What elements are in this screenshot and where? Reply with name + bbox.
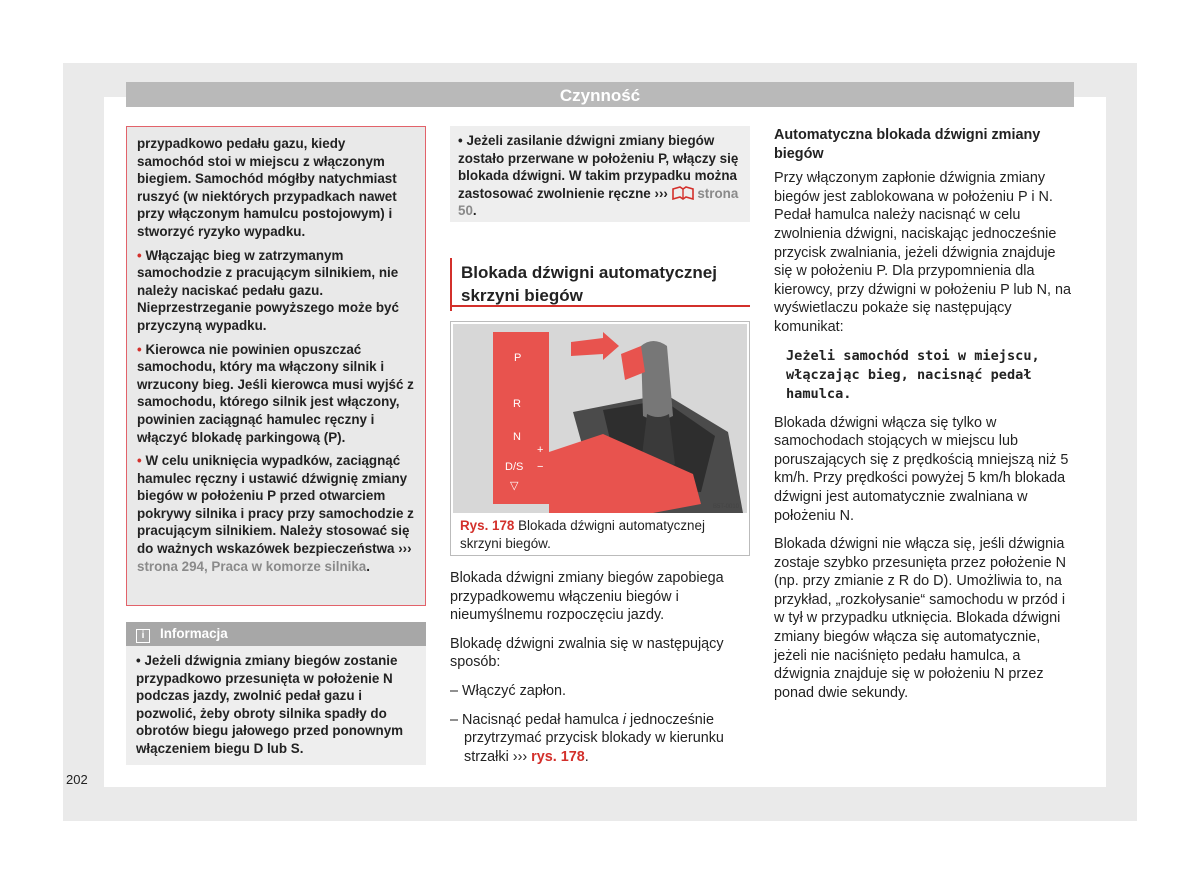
gear-selector-illustration <box>453 324 747 513</box>
paragraph: Blokada dźwigni zmiany biegów zapobiega przypadkowemu włączeniu biegów i nieumyślnemu rozpoczęciu jazdy. <box>450 570 724 624</box>
gear-label-n: N <box>513 431 521 443</box>
cross-reference-link[interactable]: strona 50 <box>458 185 739 219</box>
paragraph: Przy włączonym zapłonie dźwignia zmiany biegów jest zablokowana w położeniu P i N. Pedał hamulca należy nacisnąć w celu zwolnienia dźwigni, naciskając jednocześnie przycisk zwalniania, jeżeli dźwignia znajduje się w położeniu P. Dla przypomnienia dla kierowcy, przy dźwigni w położeniu P lub N, na wyświetlaczu pokaże się następujący komunikat: <box>774 170 1072 335</box>
chapter-header: Czynność <box>126 82 1074 107</box>
cross-reference-link[interactable]: strona 294, Praca w komorze silnika <box>137 558 367 574</box>
display-message: Jeżeli samochód stoi w miejscu, włączając bieg, nacisnąć pedał hamulca. <box>786 347 1040 402</box>
warning-bullet-text: W celu uniknięcia wypadków, zaciągnąć hamulec ręczny i ustawić dźwignię zmiany biegów w położeniu P przed otwarciem pokrywy silnika i pracy przy samochodzie z pracującym silnikiem. Należy stosować się do ważnych wskazówek bezpieczeństwa <box>137 453 414 557</box>
note-box <box>450 126 750 222</box>
info-icon: i <box>136 629 150 643</box>
step-1: – Włączyć zapłon. <box>450 682 566 699</box>
bullet-mark: • <box>137 341 142 357</box>
info-text: Jeżeli dźwignia zmiany biegów zostanie przypadkowo przesunięta w położenie N podczas jazdy, zwolnić pedał gazu i pozwolić, żeby obroty silnika spadły do obrotów biegu jałowego przed ponownym włączeniem biegu D lub S. <box>136 653 404 756</box>
figure-caption <box>460 517 740 552</box>
gear-label-p: P <box>514 352 522 364</box>
bullet-mark: • <box>137 247 142 263</box>
bullet-mark: • <box>136 653 141 668</box>
info-header <box>126 622 426 646</box>
figure-reference-link[interactable]: rys. 178 <box>531 748 585 765</box>
note-text: Jeżeli zasilanie dźwigni zmiany biegów zostało przerwane w położeniu P, włączy się blokada dźwigni. W takim przypadku można zastosować zwolnienie ręczne <box>458 133 739 201</box>
ref-arrows: ››› <box>654 185 668 201</box>
warning-bullet-text: Włączając bieg w zatrzymanym samochodzie z pracującym silnikiem, nie należy naciskać pedału gazu. Nieprzestrzeganie powyższego może być przyczyną wypadku. <box>137 247 399 333</box>
figure-code: B5T-0010 <box>713 504 740 510</box>
gear-label-down: ▽ <box>510 480 519 492</box>
ref-arrows: ››› <box>512 748 528 765</box>
sentence-end: . <box>584 748 589 765</box>
section-rule <box>450 305 750 307</box>
figure-caption-text: Blokada dźwigni automatycznej skrzyni biegów. <box>460 518 705 551</box>
italic-word: i <box>622 711 626 728</box>
bullet-mark: • <box>137 453 142 469</box>
step-text: – Nacisnąć pedał hamulca <box>450 711 619 728</box>
figure-label: Rys. 178 <box>460 518 515 533</box>
step-text: jednocześnie przytrzymać przycisk blokady w kierunku strzałki <box>464 711 724 765</box>
info-box <box>126 622 426 765</box>
subsection-heading: Automatyczna blokada dźwigni zmiany biegów <box>774 127 1041 162</box>
warning-paragraph: przypadkowo pedału gazu, kiedy samochód stoi w miejscu z włączonym biegiem. Samochód mógłby natychmiast ruszyć (w niektórych przypadkach nawet przy włączonym hamulcu postojowym) i stworzyć ryzyko wypadku. <box>137 136 397 239</box>
warning-bullet-2 <box>137 341 415 447</box>
step-2 <box>450 711 750 767</box>
sentence-end: . <box>472 203 477 219</box>
column-2-text <box>450 569 750 776</box>
warning-bullet-3 <box>137 452 415 575</box>
ref-arrows: ››› <box>398 541 412 557</box>
bullet-mark: • <box>458 133 463 148</box>
gear-label-r: R <box>513 398 521 410</box>
gear-plus: + <box>537 444 544 456</box>
section-title: Blokada dźwigni automatycznej skrzyni biegów <box>450 258 750 311</box>
warning-bullet-1 <box>137 247 415 335</box>
gear-minus: − <box>537 461 544 473</box>
paragraph: Blokada dźwigni nie włącza się, jeśli dźwignia zostaje szybko przesunięta przez położenie N (np. przy zmianie z R do D). Umożliwia to, na przykład, „rozkołysanie“ samochodu w przód i w tył w przypadku utknięcia. Blokada dźwigni zmiany biegów włącza się automatycznie, jeżeli nie naciśnięto pedału hamulca, a dźwignia znajduje się w położeniu N przez ponad dwie sekundy. <box>774 536 1066 701</box>
info-body <box>126 646 426 765</box>
column-3-text <box>774 126 1074 712</box>
figure-178 <box>450 321 750 556</box>
gear-label-ds: D/S <box>505 461 524 473</box>
paragraph: Blokada dźwigni włącza się tylko w samochodach stojących w miejscu lub poruszających się z prędkością mniejszą niż 5 km/h. Przy prędkości powyżej 5 km/h blokada dźwigni jest automatycznie zwalniana w położeniu N. <box>774 414 1069 524</box>
warning-bullet-text: Kierowca nie powinien opuszczać samochodu, który ma włączony silnik i wrzucony bieg. Jeśli kierowca musi wyjść z samochodu, którego silnik jest włączony, powinien zaciągnąć hamulec ręczny i włączyć blokadę parkingową (P). <box>137 341 414 445</box>
page-number: 202 <box>66 772 88 787</box>
paragraph: Blokadę dźwigni zwalnia się w następujący sposób: <box>450 635 724 671</box>
info-title: Informacja <box>160 626 228 641</box>
sentence-end: . <box>366 558 370 574</box>
book-reference-icon <box>672 186 694 200</box>
warning-box <box>126 126 426 606</box>
